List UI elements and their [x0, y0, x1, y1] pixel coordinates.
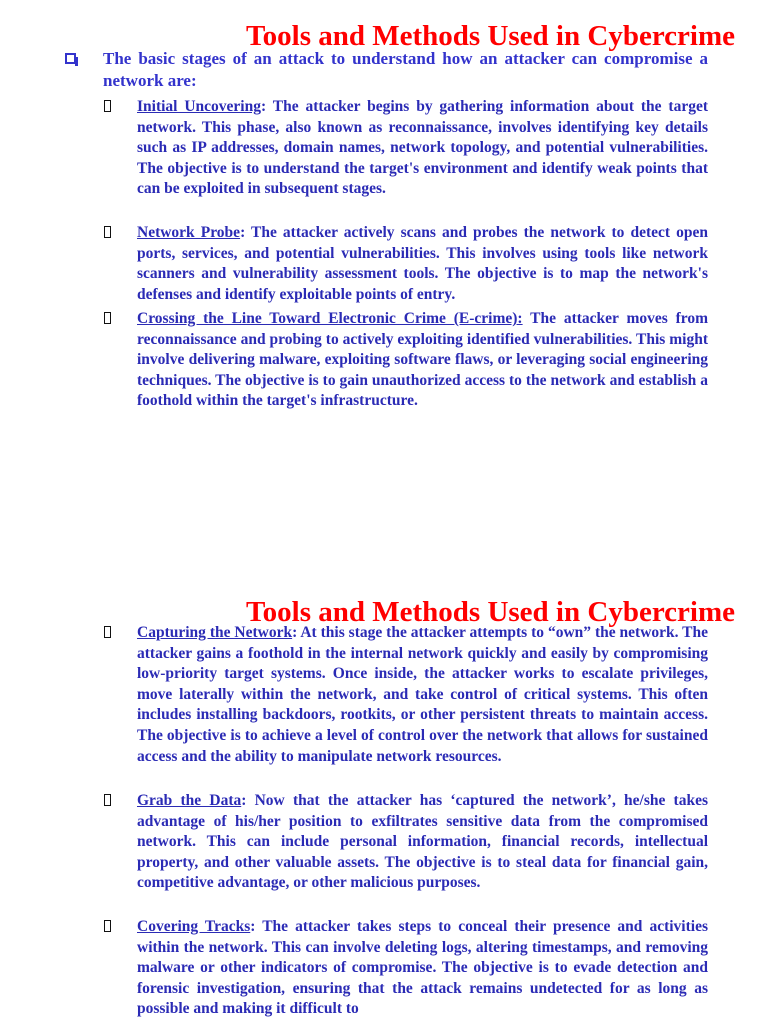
bullet-icon [104, 794, 111, 806]
checkbox-bullet-icon [65, 53, 76, 64]
stage-body: At this stage the attacker attempts to “own” the network. The attacker gains a foothold in the internal network quickly and easily by compromising low-priority target systems. Once inside, the attacker works to escalate privileges, move laterally within the network, and take control of critical systems. This often includes installing backdoors, rootkits, or other persistent threats to maintain access. The objective is to achieve a level of control over the network that allows for sustained access and the ability to manipulate network resources. [137, 624, 708, 765]
bullet-icon [104, 100, 111, 112]
stage-text [137, 623, 708, 767]
stage-item [104, 97, 708, 200]
stage-item [104, 623, 708, 767]
stage-text [137, 917, 708, 1020]
stage-separator: : [260, 98, 267, 115]
stage-body: The attacker begins by gathering information about the target network. This phase, also known as reconnaissance, involves identifying key details such as IP addresses, domain names, network topology, and potential vulnerabilities. The objective is to understand the target's environment and identify weak points that can be exploited in subsequent stages. [137, 98, 708, 198]
stage-heading: Covering Tracks [137, 918, 251, 935]
stage-text [137, 223, 708, 305]
slide-title: Tools and Methods Used in Cybercrime [245, 596, 735, 628]
stage-body: Now that the attacker has ‘captured the network’, he/she takes advantage of his/her position to exfiltrates sensitive data from the compromised network. This can include personal information, financial records, intellectual property, and other valuable assets. The objective is to steal data for financial gain, competitive advantage, or other malicious purposes. [137, 792, 709, 892]
stage-separator: : [250, 918, 256, 935]
stage-separator: : [292, 624, 298, 641]
bullet-icon [104, 312, 111, 324]
stage-body: The attacker moves from reconnaissance and probing to actively exploiting identified vulnerabilities. This might involve delivering malware, exploiting software flaws, or leveraging social engineering techniques. The objective is to gain unauthorized access to the network and establish a foothold within the target's infrastructure. [137, 310, 709, 410]
stage-text [137, 791, 708, 894]
bullet-icon [104, 226, 111, 238]
stage-item [104, 223, 708, 305]
slide-title: Tools and Methods Used in Cybercrime [245, 20, 735, 52]
stage-text [137, 97, 708, 200]
stage-item [104, 309, 708, 412]
bullet-icon [104, 920, 111, 932]
stage-separator: : [240, 224, 246, 241]
slide-2 [0, 576, 768, 1024]
stage-heading: Crossing the Line Toward Electronic Crime (E-crime): [137, 310, 523, 327]
bullet-icon [104, 626, 111, 638]
intro-bullet [65, 48, 708, 92]
stage-separator: : [241, 792, 247, 809]
stage-body: The attacker takes steps to conceal their presence and activities within the network. This can involve deleting logs, altering timestamps, and removing malware or other indicators of compromise. The objective is to evade detection and forensic investigation, ensuring that the attack remains undetected for as long as possible and making it difficult to [137, 918, 708, 1018]
stage-item [104, 917, 708, 1020]
intro-text: The basic stages of an attack to understand how an attacker can compromise a network are: [103, 49, 708, 90]
stage-heading: Grab the Data [137, 792, 242, 809]
stage-text [137, 309, 708, 412]
stage-heading: Initial Uncovering [137, 98, 261, 115]
stage-heading: Capturing the Network [137, 624, 293, 641]
stage-item [104, 791, 708, 894]
stage-body: The attacker actively scans and probes the network to detect open ports, services, and potential vulnerabilities. This involves using tools like network scanners and vulnerability assessment tools. The objective is to map the network's defenses and identify exploitable points of entry. [137, 224, 708, 303]
stage-heading: Network Probe [137, 224, 241, 241]
